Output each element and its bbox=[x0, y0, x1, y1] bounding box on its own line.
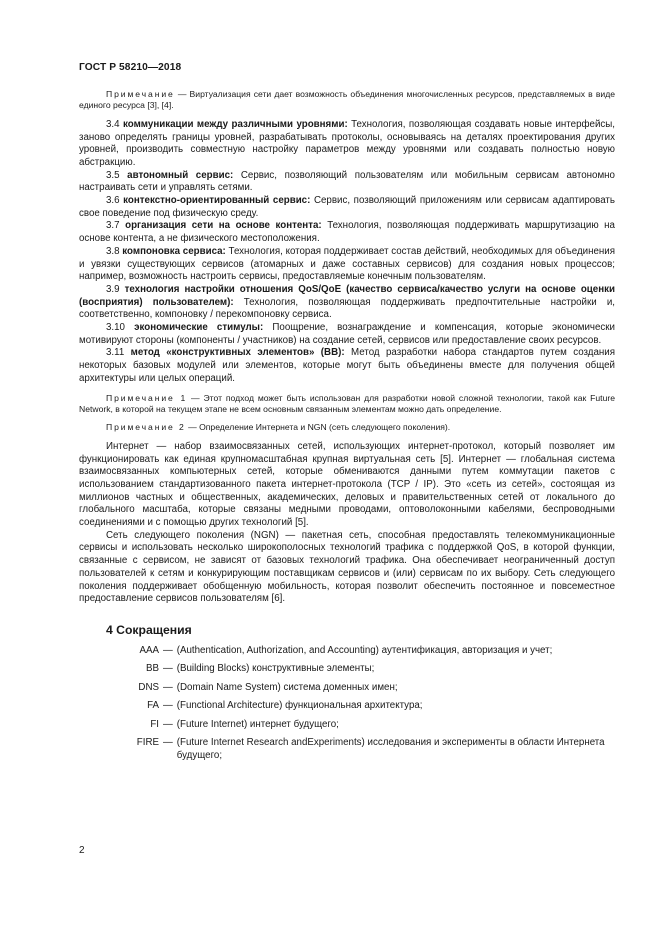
term-entry bbox=[79, 246, 615, 284]
term-definition: Сервис, позволяющий пользователям или мобильным сервисам автономно настраивать сети и управлять сетями. bbox=[79, 169, 615, 194]
abbr-definition: (Future Internet Research andExperiments) исследования и эксперименты в области Интернета будущего; bbox=[176, 737, 605, 761]
term-title: метод «конструктивных элементов» (ВВ): bbox=[130, 347, 345, 359]
term-entry bbox=[79, 322, 615, 347]
term-definition: Технология, позволяющая создавать новые интерфейсы, заново определять границы уровней, разрабатывать протоколы, основываясь на деталях проектирования других уровней, производить совместную настройку параметров между уровнями или создавать полностью новую абстракцию. bbox=[79, 118, 615, 168]
term-title: контекстно-ориентированный сервис: bbox=[123, 195, 311, 207]
abbr-code: FIRE bbox=[136, 737, 159, 749]
term-title: экономические стимулы: bbox=[134, 322, 264, 334]
list-item: DNS — (Domain Name System) система доменных имен; bbox=[79, 682, 615, 695]
term-title: автономный сервис: bbox=[127, 169, 234, 181]
term-definition: Технология, позволяющая поддерживать маршрутизацию на основе контента, а не физического местоположения. bbox=[79, 220, 615, 245]
term-number: 3.10 bbox=[106, 322, 125, 334]
term-number: 3.11 bbox=[106, 347, 125, 359]
note-text: — Определение Интернета и NGN (сеть следующего поколения). bbox=[185, 422, 451, 433]
document-id: ГОСТ Р 58210—2018 bbox=[79, 62, 182, 73]
abbr-code: AAA bbox=[139, 644, 159, 656]
term-number: 3.5 bbox=[106, 169, 120, 181]
list-item: FI — (Future Internet) интернет будущего; bbox=[79, 719, 615, 732]
ngn-paragraph: Сеть следующего поколения (NGN) — пакетная сеть, способная предоставлять телекоммуникационные сервисы и использовать несколько широкополосных технологий трафика с поддержкой QoS, в которой функции, связанные с сервисом, не зависят от базовых технологий трафика. Она обеспечивает неограниченный доступ пользователей к сетям и конкурирующим поставщикам сервисов и (или) сервисам по их выбору. Сеть следующего поколения поддерживает обобщенную мобильность, которая позволит обеспечить постоянное и повсеместное предоставление сервисов пользователям [6]. bbox=[79, 529, 615, 605]
abbr-definition: (Domain Name System) система доменных имен; bbox=[176, 681, 398, 693]
note-label: Примечание 1 bbox=[106, 392, 188, 403]
abbr-definition: (Future Internet) интернет будущего; bbox=[176, 718, 339, 730]
section-title: 4 Сокращения bbox=[106, 622, 192, 637]
term-definition: Поощрение, вознаграждение и компенсация, которые экономически мотивируют стороны (компоненты / участников) на создание сетей, сервисов или предоставление своих ресурсов. bbox=[79, 322, 615, 346]
abbr-code: BB bbox=[145, 663, 159, 675]
list-item: AAA — (Authentication, Authorization, and Accounting) аутентификация, авторизация и учет; bbox=[79, 645, 615, 658]
term-entry bbox=[79, 195, 615, 220]
intro-note bbox=[79, 89, 615, 112]
page-body bbox=[79, 89, 615, 768]
term-number: 3.6 bbox=[106, 195, 120, 207]
internet-paragraph: Интернет — набор взаимосвязанных сетей, использующих интернет-протокол, который позволяет им функционировать как единая крупномасштабная крупная виртуальная сеть [5]. Интернет — глобальная система взаимосвязанных компьютерных сетей, которые обмениваются данными путем коммутации пакетов с использованием стандартизованного пакета интернет-протокола (TCP / IP). Это «сеть из сетей», состоящая из миллионов частных и общественных, академических, деловых и правительственных сетей от локального до глобального масштаба, которые связаны медными проводами, оптоволоконными кабелями, беспроводными соединениями и с помощью других технологий [5]. bbox=[79, 440, 615, 529]
term-definition: Сервис, позволяющий приложениям или сервисам адаптировать свое поведение под физическую среду. bbox=[79, 195, 615, 219]
term-number: 3.8 bbox=[106, 245, 120, 257]
term-title: коммуникации между различными уровнями: bbox=[123, 118, 348, 130]
note-1 bbox=[79, 393, 615, 416]
abbreviations-list bbox=[79, 645, 615, 763]
term-entry bbox=[79, 170, 615, 195]
term-definition: Технология, которая поддерживает состав действий, необходимых для объединения и увязки существующих сервисов (атомарных и даже составных сервисов) для создания новых процессов; например, возможность настроить сервисы, предоставляемые конечным пользователям. bbox=[79, 245, 615, 283]
note-text: — Этот подход может быть использован для разработки новой сложной технологии, такой как Future Network, в которой на текущем этапе не всем основным связанным элементам можно дать определение. bbox=[79, 392, 615, 414]
abbr-code: FI bbox=[150, 718, 159, 730]
note-label: Примечание bbox=[106, 89, 175, 99]
abbr-definition: (Building Blocks) конструктивные элементы; bbox=[176, 663, 375, 675]
term-number: 3.9 bbox=[106, 283, 120, 295]
terms-list bbox=[79, 119, 615, 386]
term-number: 3.7 bbox=[106, 220, 120, 232]
list-item: FA — (Functional Architecture) функциональная архитектура; bbox=[79, 700, 615, 713]
list-item: BB — (Building Blocks) конструктивные элементы; bbox=[79, 663, 615, 676]
abbr-code: FA bbox=[147, 700, 159, 712]
term-title: компоновка сервиса: bbox=[122, 245, 226, 257]
note-text: — Виртуализация сети дает возможность объединения многочисленных ресурсов, представляемых в виде единого ресурса [3], [4]. bbox=[79, 89, 615, 111]
term-title: организация сети на основе контента: bbox=[125, 220, 322, 232]
term-entry bbox=[79, 220, 615, 245]
term-number: 3.4 bbox=[106, 118, 120, 130]
term-title: технология настройки отношения QoS/QoE (качество сервиса/качество услуги на основе оценки (восприятия) пользователем): bbox=[79, 283, 615, 308]
term-entry bbox=[79, 284, 615, 322]
term-entry bbox=[79, 347, 615, 385]
term-entry bbox=[79, 119, 615, 170]
page-number: 2 bbox=[79, 845, 85, 856]
abbr-definition: (Authentication, Authorization, and Accounting) аутентификация, авторизация и учет; bbox=[176, 644, 553, 656]
abbr-definition: (Functional Architecture) функциональная архитектура; bbox=[176, 700, 423, 712]
note-2 bbox=[79, 422, 615, 433]
term-definition: Метод разработки набора стандартов путем создания некоторых базовых модулей или элементов, которые могут быть объединены вместе для получения общей архитектуры или целых операций. bbox=[79, 347, 615, 384]
term-definition: Технология, позволяющая поддерживать предпочтительные настройки и, соответственно, компоновку / перекомпоновку сервиса. bbox=[79, 296, 616, 321]
list-item: FIRE — (Future Internet Research andExperiments) исследования и эксперименты в области Интернета будущего; bbox=[79, 737, 615, 762]
note-label: Примечание 2 bbox=[106, 422, 186, 433]
abbr-code: DNS bbox=[138, 681, 159, 693]
